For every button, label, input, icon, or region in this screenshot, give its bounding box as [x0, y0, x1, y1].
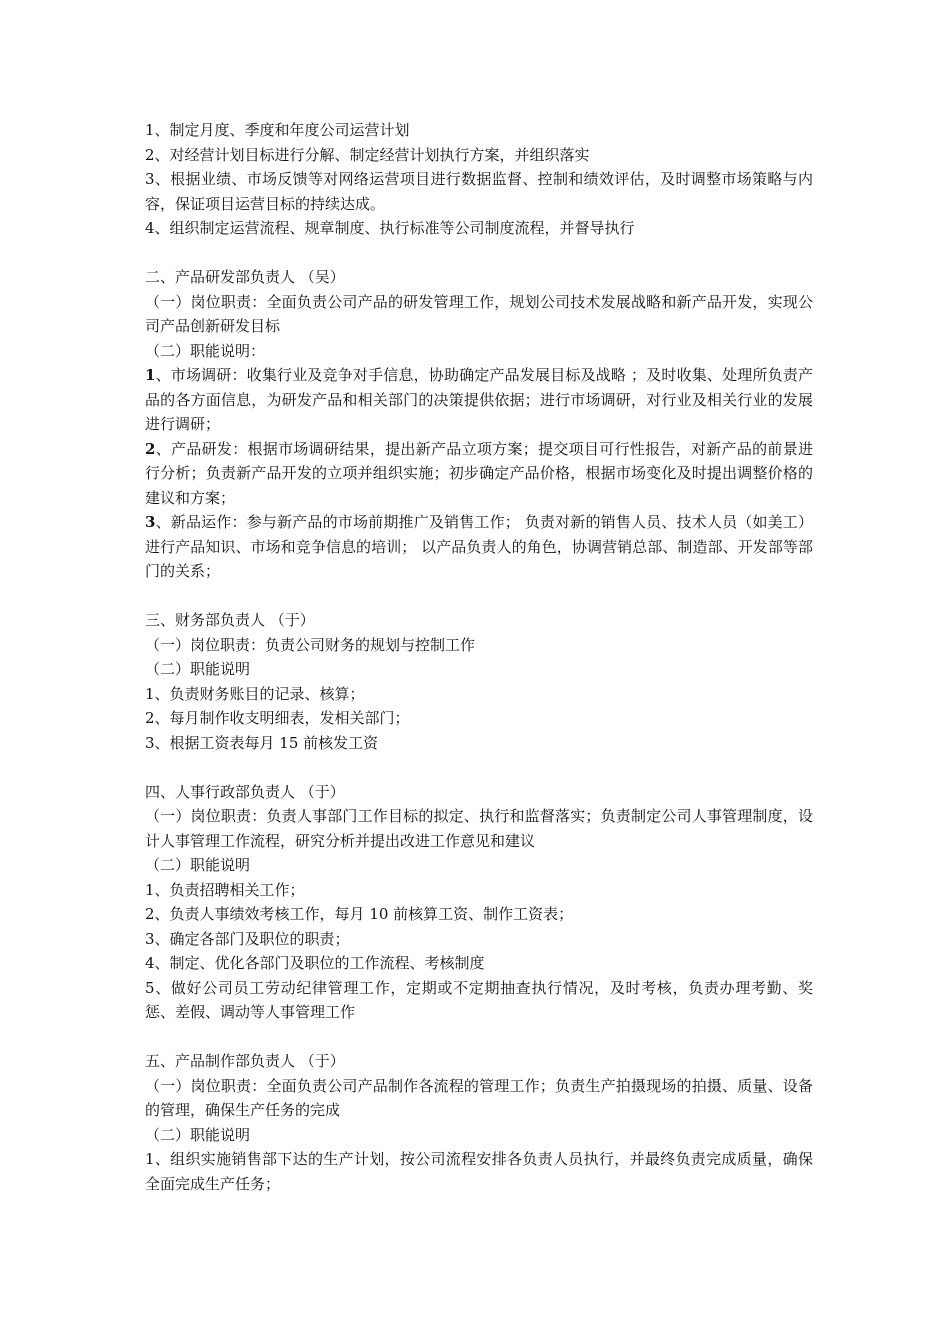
section4-duty: （一）岗位职责：负责人事部门工作目标的拟定、执行和监督落实；负责制定公司人事管理制度，设计人事管理工作流程，研究分析并提出改进工作意见和建议	[145, 807, 813, 850]
section4-item-2: 2、负责人事绩效考核工作，每月 10 前核算工资、制作工资表；	[145, 905, 574, 923]
section2-function-label: （二）职能说明：	[145, 341, 266, 360]
item-number: 2	[145, 439, 156, 458]
section4-item-4: 4、制定、优化各部门及职位的工作流程、考核制度	[145, 954, 485, 972]
item-text: 、市场调研：收集行业及竞争对手信息，协助确定产品发展目标及战略 ；及时收集、处理所负责产品的各方面信息，为研发产品和相关部门的决策提供依据；进行市场调研，对行业及相关行业的发展进行调研；	[145, 366, 813, 433]
section2-item-2	[145, 437, 813, 511]
section5-heading: 五、产品制作部负责人 （于）	[145, 1052, 345, 1070]
spacer	[145, 1025, 813, 1050]
intro-item-2: 2、对经营计划目标进行分解、制定经营计划执行方案，并组织落实	[145, 145, 590, 164]
section3-item-2: 2、每月制作收支明细表，发相关部门；	[145, 709, 410, 727]
item-text: 、新品运作：参与新产品的市场前期推广及销售工作； 负责对新的销售人员、技术人员（如美工）进行产品知识、市场和竞争信息的培训； 以产品负责人的角色，协调营销总部、制造部、开发部等部门的关系；	[145, 513, 813, 580]
section4-heading: 四、人事行政部负责人 （于）	[145, 782, 345, 801]
section2-heading: 二、产品研发部负责人 （吴）	[145, 268, 345, 286]
section3-item-1: 1、负责财务账目的记录、核算；	[145, 684, 365, 703]
item-number: 1	[145, 366, 156, 384]
document-body	[145, 118, 813, 1196]
section4-function-label: （二）职能说明	[145, 856, 251, 874]
section2-item-3	[145, 510, 813, 584]
section4-item-1: 1、负责招聘相关工作；	[145, 880, 305, 899]
spacer	[145, 241, 813, 266]
item-text: 、产品研发：根据市场调研结果，提出新产品立项方案；提交项目可行性报告，对新产品的前景进行分析；负责新产品开发的立项并组织实施；初步确定产品价格，根据市场变化及时提出调整价格的建议和方案；	[145, 439, 813, 507]
intro-item-3: 3、根据业绩、市场反馈等对网络运营项目进行数据监督、控制和绩效评估，及时调整市场策略与内容，保证项目运营目标的持续达成。	[145, 170, 813, 213]
section4-item-5: 5、做好公司员工劳动纪律管理工作，定期或不定期抽查执行情况，及时考核，负责办理考勤、奖惩、差假、调动等人事管理工作	[145, 978, 813, 1021]
section2-item-1	[145, 363, 813, 437]
section3-item-3: 3、根据工资表每月 15 前核发工资	[145, 733, 379, 752]
spacer	[145, 755, 813, 780]
spacer	[145, 584, 813, 609]
section2-duty: （一）岗位职责：全面负责公司产品的研发管理工作，规划公司技术发展战略和新产品开发，实现公司产品创新研发目标	[145, 292, 813, 335]
section5-function-label: （二）职能说明	[145, 1125, 251, 1144]
section5-duty: （一）岗位职责：全面负责公司产品制作各流程的管理工作；负责生产拍摄现场的拍摄、质量、设备的管理，确保生产任务的完成	[145, 1076, 813, 1119]
section3-function-label: （二）职能说明	[145, 660, 251, 678]
item-number: 3	[145, 513, 156, 531]
section3-duty: （一）岗位职责：负责公司财务的规划与控制工作	[145, 635, 476, 654]
section4-item-3: 3、确定各部门及职位的职责；	[145, 929, 350, 948]
section3-heading: 三、财务部负责人 （于）	[145, 611, 315, 629]
section5-item-1: 1、组织实施销售部下达的生产计划，按公司流程安排各负责人员执行，并最终负责完成质量，确保全面完成生产任务；	[145, 1150, 813, 1193]
intro-item-1: 1、制定月度、季度和年度公司运营计划	[145, 121, 410, 139]
intro-item-4: 4、组织制定运营流程、规章制度、执行标准等公司制度流程，并督导执行	[145, 219, 635, 237]
